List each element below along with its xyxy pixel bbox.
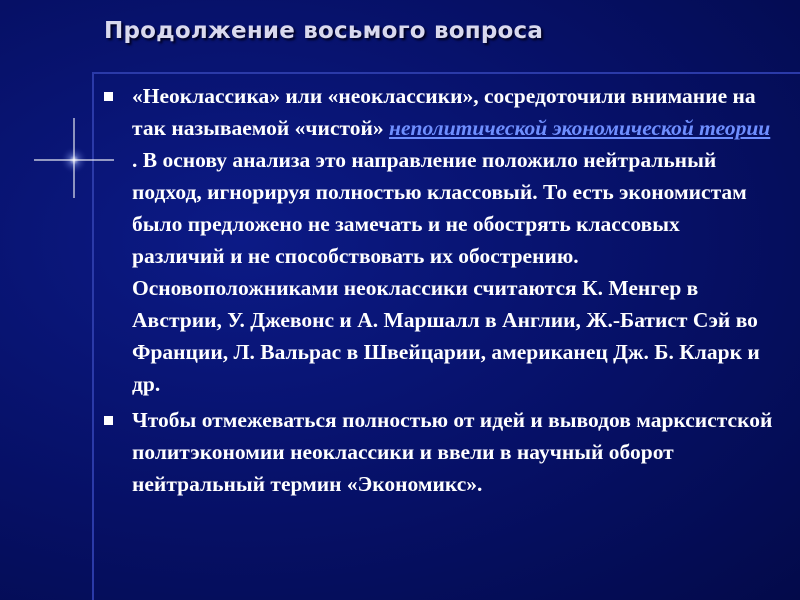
sparkle-star-icon xyxy=(34,118,114,198)
bullet-list xyxy=(104,80,774,504)
bullet-text-continued: . В основу анализа это направление положило нейтральный подход, игнорируя полностью классовый. То есть экономистам было предложено не замечать и не обострять классовых различий и не способствовать их обострению. Основоположниками неоклассики считаются К. Менгер в Австрии, У. Джевонс и А. Маршалл в Англии, Ж.-Батист Сэй во Франции, Л. Вальрас в Швейцарии, американец Дж. Б. Кларк и др. xyxy=(132,148,760,396)
bullet-item xyxy=(104,80,774,400)
slide-title: Продолжение восьмого вопроса xyxy=(104,18,544,44)
square-bullet-icon xyxy=(104,92,113,101)
bullet-item xyxy=(104,404,774,500)
square-bullet-icon xyxy=(104,416,113,425)
bullet-text: Чтобы отмежеваться полностью от идей и выводов марксистской политэкономии неоклассики и ввели в научный оборот нейтральный термин «Экономикс». xyxy=(132,408,773,496)
bullet-text: «Неоклассика» или «неоклассики», сосредоточили внимание на так называемой «чистой» xyxy=(132,84,756,140)
theory-link[interactable]: неполитической экономической теории xyxy=(389,116,771,140)
